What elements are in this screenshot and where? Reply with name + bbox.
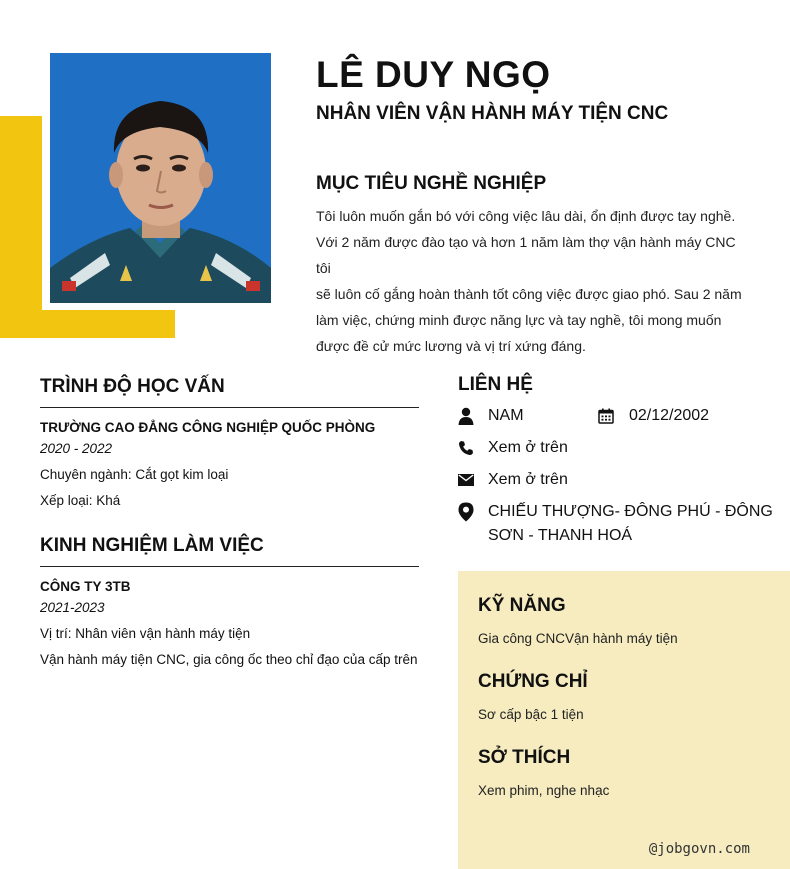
accent-yellow-strip: [0, 310, 175, 338]
watermark: @jobgovn.com: [648, 841, 750, 857]
person-icon: [458, 404, 488, 428]
mail-icon: [458, 468, 488, 492]
contact-birthdate-row: [598, 404, 709, 428]
contact-phone[interactable]: Xem ở trên: [488, 439, 568, 456]
contact-heading: LIÊN HỆ: [458, 374, 533, 395]
education-period: 2020 - 2022: [40, 441, 113, 456]
objective-line: được đề cử mức lương và vị trí xứng đáng.: [316, 338, 586, 354]
contact-gender: NAM: [488, 407, 524, 424]
experience-description: Vận hành máy tiện CNC, gia công ốc theo chỉ đạo của cấp trên: [40, 652, 418, 667]
contact-birthdate: 02/12/2002: [629, 407, 710, 424]
job-title: NHÂN VIÊN VẬN HÀNH MÁY TIỆN CNC: [316, 103, 669, 124]
hobbies-text: Xem phim, nghe nhạc: [478, 783, 610, 798]
accent-yellow-bar: [0, 116, 42, 338]
calendar-icon: [598, 404, 629, 428]
candidate-name: LÊ DUY NGỌ: [316, 54, 551, 95]
contact-address: [488, 500, 773, 548]
objective-line: Tôi luôn muốn gắn bó với công việc lâu dài, ổn định được tay nghề.: [316, 208, 736, 224]
experience-section: [40, 535, 419, 673]
education-major: Chuyên ngành: Cắt gọt kim loại: [40, 467, 229, 482]
experience-period: 2021-2023: [40, 600, 105, 615]
certificates-text: Sơ cấp bậc 1 tiện: [478, 707, 584, 722]
education-section: [40, 376, 419, 514]
school-name: TRƯỜNG CAO ĐẲNG CÔNG NGHIỆP QUỐC PHÒNG: [40, 420, 376, 435]
phone-icon: [458, 436, 488, 460]
profile-photo: [50, 53, 271, 303]
skills-text: Gia công CNCVận hành máy tiện: [478, 631, 678, 646]
contact-email[interactable]: Xem ở trên: [488, 471, 568, 488]
contact-address-row: [458, 500, 773, 548]
address-line: CHIẾU THƯỢNG- ĐÔNG PHÚ - ĐÔNG: [488, 503, 773, 520]
contact-phone-row: [458, 436, 568, 460]
objective-text: [316, 203, 746, 359]
experience-position: Vị trí: Nhân viên vận hành máy tiện: [40, 626, 251, 641]
experience-heading: KINH NGHIỆM LÀM VIỆC: [40, 535, 419, 567]
objective-line: sẽ luôn cố gắng hoàn thành tốt công việc được giao phó. Sau 2 năm: [316, 286, 742, 302]
profile-photo-illustration: [50, 53, 271, 303]
certificates-heading: CHỨNG CHỈ: [478, 671, 588, 692]
objective-heading: MỤC TIÊU NGHỀ NGHIỆP: [316, 173, 547, 194]
company-name: CÔNG TY 3TB: [40, 579, 131, 594]
skills-panel: [458, 571, 790, 869]
address-line: SƠN - THANH HOÁ: [488, 527, 633, 544]
contact-gender-row: [458, 404, 524, 428]
objective-line: làm việc, chứng minh được năng lực và tay nghề, tôi mong muốn: [316, 312, 722, 328]
location-pin-icon: [458, 500, 488, 524]
hobbies-heading: SỞ THÍCH: [478, 747, 571, 768]
education-grade: Xếp loại: Khá: [40, 493, 121, 508]
contact-email-row: [458, 468, 568, 492]
education-heading: TRÌNH ĐỘ HỌC VẤN: [40, 376, 419, 408]
objective-line: Với 2 năm được đào tạo và hơn 1 năm làm thợ vận hành máy CNC tôi: [316, 234, 736, 276]
skills-heading: KỸ NĂNG: [478, 595, 566, 616]
